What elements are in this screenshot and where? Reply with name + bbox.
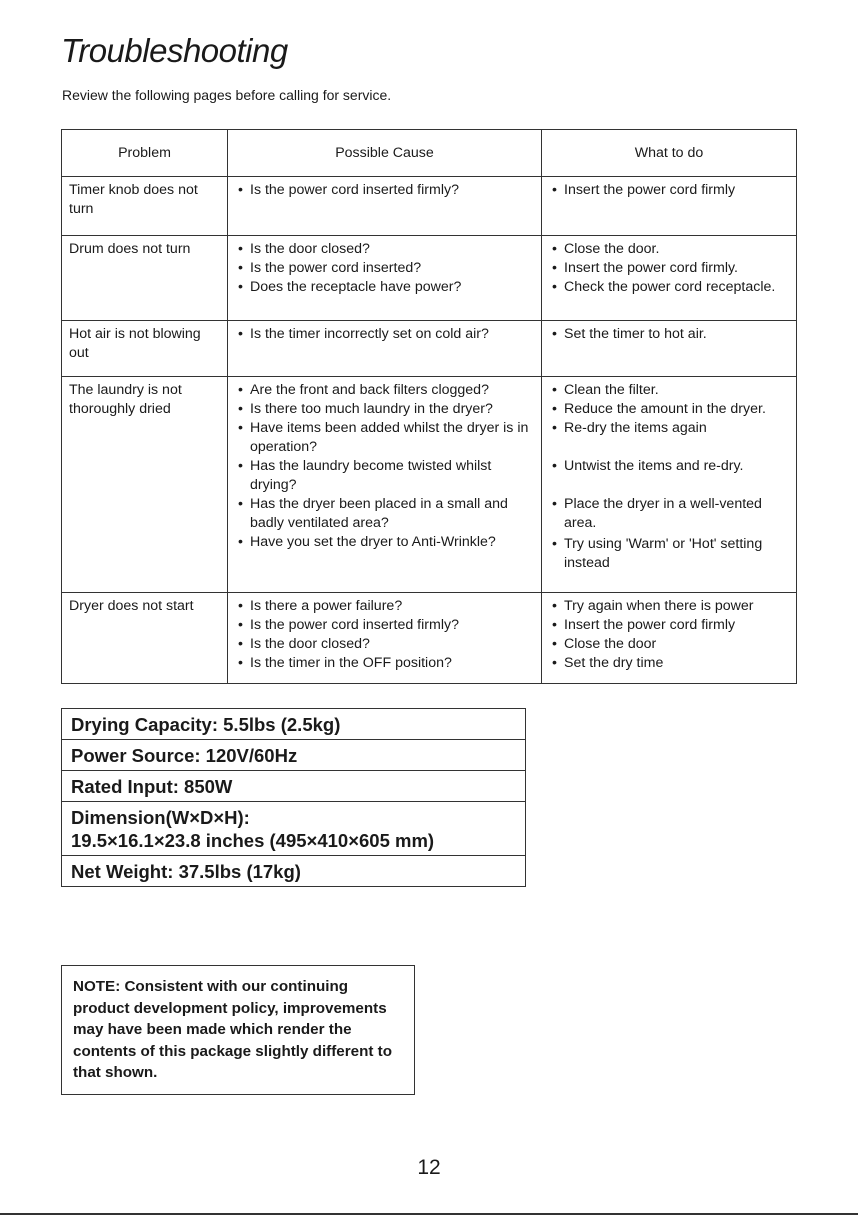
page-number: 12 xyxy=(417,1156,441,1179)
cause-cell xyxy=(228,321,542,377)
action-item: • Insert the power cord firmly. xyxy=(549,259,790,278)
cause-item: • Have items been added whilst the dryer is in operation? xyxy=(235,419,535,457)
cause-item: • Is the power cord inserted? xyxy=(235,259,535,278)
cause-item: • Is there a power failure? xyxy=(235,597,535,616)
table-row xyxy=(62,377,797,593)
action-item: • Insert the power cord firmly xyxy=(549,181,790,200)
spec-rated-input: Rated Input: 850W xyxy=(62,771,525,802)
action-cell xyxy=(542,593,797,684)
problem-cell: The laundry is not thoroughly dried xyxy=(62,377,228,593)
action-cell xyxy=(542,236,797,321)
problem-cell: Timer knob does not turn xyxy=(62,177,228,236)
cause-item: • Has the laundry become twisted whilst drying? xyxy=(235,457,535,495)
action-cell xyxy=(542,321,797,377)
spec-dimension-value: 19.5×16.1×23.8 inches (495×410×605 mm) xyxy=(71,830,435,851)
table-row xyxy=(62,177,797,236)
cause-item: • Is the power cord inserted firmly? xyxy=(235,181,535,200)
action-item: • Try using 'Warm' or 'Hot' setting instead xyxy=(549,535,790,573)
troubleshooting-table xyxy=(61,129,797,684)
cause-item: • Is the timer in the OFF position? xyxy=(235,654,535,673)
cause-item: • Is the door closed? xyxy=(235,240,535,259)
action-cell xyxy=(542,177,797,236)
problem-cell: Dryer does not start xyxy=(62,593,228,684)
bottom-divider xyxy=(0,1213,858,1215)
table-row xyxy=(62,593,797,684)
cause-cell xyxy=(228,236,542,321)
table-row xyxy=(62,236,797,321)
header-possible-cause: Possible Cause xyxy=(228,130,542,177)
action-item: • Close the door. xyxy=(549,240,790,259)
action-item: • Clean the filter. xyxy=(549,381,790,400)
cause-item: • Are the front and back filters clogged? xyxy=(235,381,535,400)
spec-dimension-label: Dimension(W×D×H): xyxy=(71,807,250,828)
action-item: • Set the dry time xyxy=(549,654,790,673)
cause-item: • Does the receptacle have power? xyxy=(235,278,535,297)
cause-item: • Is the timer incorrectly set on cold air? xyxy=(235,325,535,344)
action-item: • Try again when there is power xyxy=(549,597,790,616)
page-title: Troubleshooting xyxy=(61,32,288,69)
header-what-to-do: What to do xyxy=(542,130,797,177)
action-item: • Re-dry the items again xyxy=(549,419,790,438)
spec-net-weight: Net Weight: 37.5lbs (17kg) xyxy=(71,861,301,882)
header-problem: Problem xyxy=(62,130,228,177)
action-item: • Check the power cord receptacle. xyxy=(549,278,790,297)
action-item: • Reduce the amount in the dryer. xyxy=(549,400,790,419)
cause-cell xyxy=(228,377,542,593)
problem-cell: Hot air is not blowing out xyxy=(62,321,228,377)
intro-text: Review the following pages before calling for service. xyxy=(62,87,392,103)
cause-cell xyxy=(228,593,542,684)
cause-item: • Is the power cord inserted firmly? xyxy=(235,616,535,635)
action-item: • Place the dryer in a well-vented area. xyxy=(549,495,790,533)
action-item: • Untwist the items and re-dry. xyxy=(549,457,790,476)
action-item: • Set the timer to hot air. xyxy=(549,325,790,344)
cause-item: • Is the door closed? xyxy=(235,635,535,654)
note-box: NOTE: Consistent with our continuing product development policy, improvements may have been made which render the contents of this package slightly different to that shown. xyxy=(61,965,415,1095)
action-item: • Close the door xyxy=(549,635,790,654)
table-header-row xyxy=(62,130,797,177)
cause-item: • Has the dryer been placed in a small and badly ventilated area? xyxy=(235,495,535,533)
cause-cell xyxy=(228,177,542,236)
cause-item: • Is there too much laundry in the dryer? xyxy=(235,400,535,419)
table-row xyxy=(62,321,797,377)
cause-item: • Have you set the dryer to Anti-Wrinkle? xyxy=(235,533,535,552)
action-item: • Insert the power cord firmly xyxy=(549,616,790,635)
action-cell xyxy=(542,377,797,593)
spec-dimension xyxy=(62,802,525,856)
spec-power-source: Power Source: 120V/60Hz xyxy=(62,740,525,771)
specifications-box xyxy=(61,708,526,887)
problem-cell: Drum does not turn xyxy=(62,236,228,321)
spec-drying-capacity: Drying Capacity: 5.5lbs (2.5kg) xyxy=(62,709,525,740)
